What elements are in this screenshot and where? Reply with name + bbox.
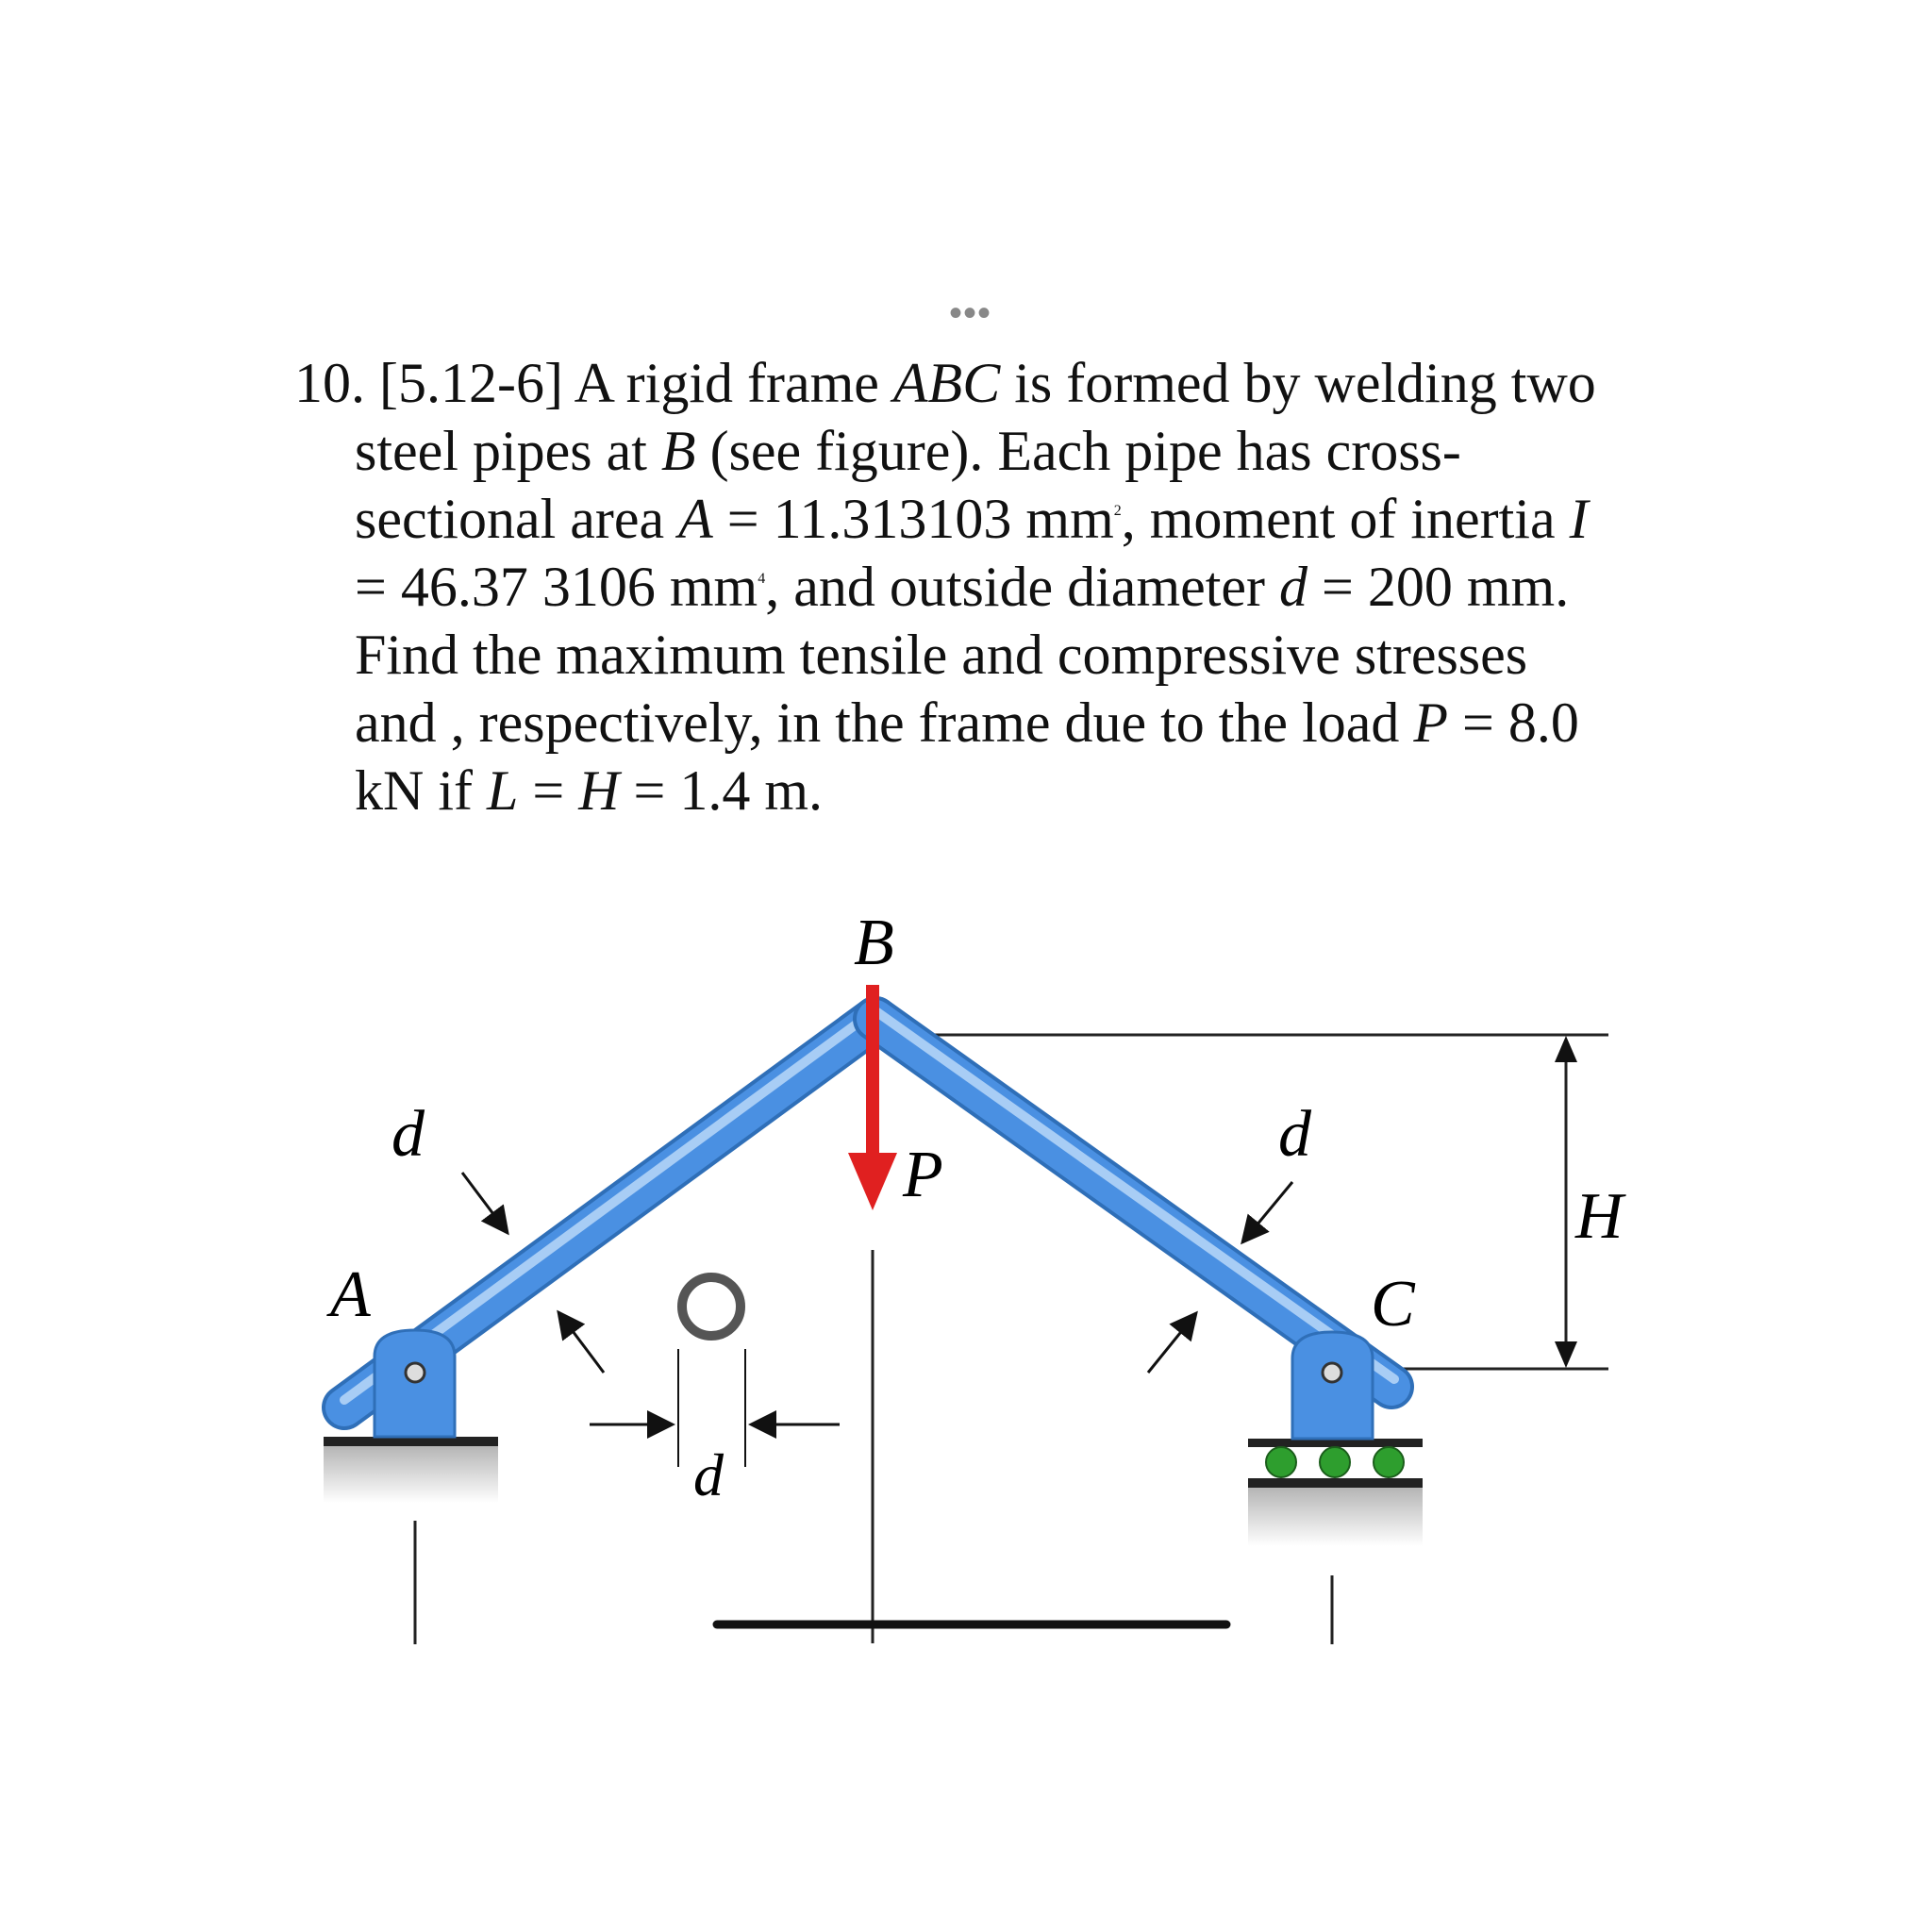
pin-support-a xyxy=(324,1437,498,1503)
label-c: C xyxy=(1371,1268,1415,1341)
problem-line-7: kN if L = H = 1.4 m. xyxy=(355,759,824,822)
pipe-cross-section xyxy=(590,1277,840,1467)
span-dimension xyxy=(415,1250,1332,1644)
frame-name: ABC xyxy=(892,352,1001,414)
label-d-section: d xyxy=(693,1441,724,1508)
problem-line-5: Find the maximum tensile and compressive stresses xyxy=(355,624,1528,686)
label-d-right: d xyxy=(1278,1098,1311,1171)
label-p: P xyxy=(903,1139,943,1211)
roller-2 xyxy=(1320,1447,1350,1477)
pin-bracket-c xyxy=(1292,1332,1373,1439)
problem-line-3: sectional area A = 11.313103 $mm^2$, moment of inertia I xyxy=(355,488,1589,550)
inertia-exponent: 4 xyxy=(758,571,766,587)
problem-reference: [5.12-6] xyxy=(379,352,563,414)
problem-line-6: and , respectively, in the frame due to the load P = 8.0 xyxy=(355,691,1579,754)
pin-bracket-a xyxy=(375,1330,455,1437)
pin-a xyxy=(406,1363,425,1382)
label-h: H xyxy=(1575,1180,1624,1253)
roller-1 xyxy=(1266,1447,1296,1477)
problem-line-1: 10. [5.12-6] A rigid frame ABC is formed by welding two xyxy=(294,352,1596,414)
area-exponent: 2 xyxy=(1113,503,1122,519)
problem-number: 10. xyxy=(294,352,365,414)
roller-3 xyxy=(1374,1447,1404,1477)
problem-line-2: steel pipes at B (see figure). Each pipe has cross- xyxy=(355,420,1461,482)
label-a: A xyxy=(330,1258,371,1331)
pin-c xyxy=(1323,1363,1341,1382)
roller-support-c xyxy=(1248,1439,1423,1546)
problem-line-4: = 46.37 3106 $mm^4$, and outside diameter d = 200 mm. xyxy=(355,556,1570,618)
more-options-icon[interactable]: ••• xyxy=(949,292,992,334)
label-d-left: d xyxy=(391,1098,425,1171)
pipe-bc xyxy=(875,1012,1394,1387)
label-b: B xyxy=(854,907,894,979)
